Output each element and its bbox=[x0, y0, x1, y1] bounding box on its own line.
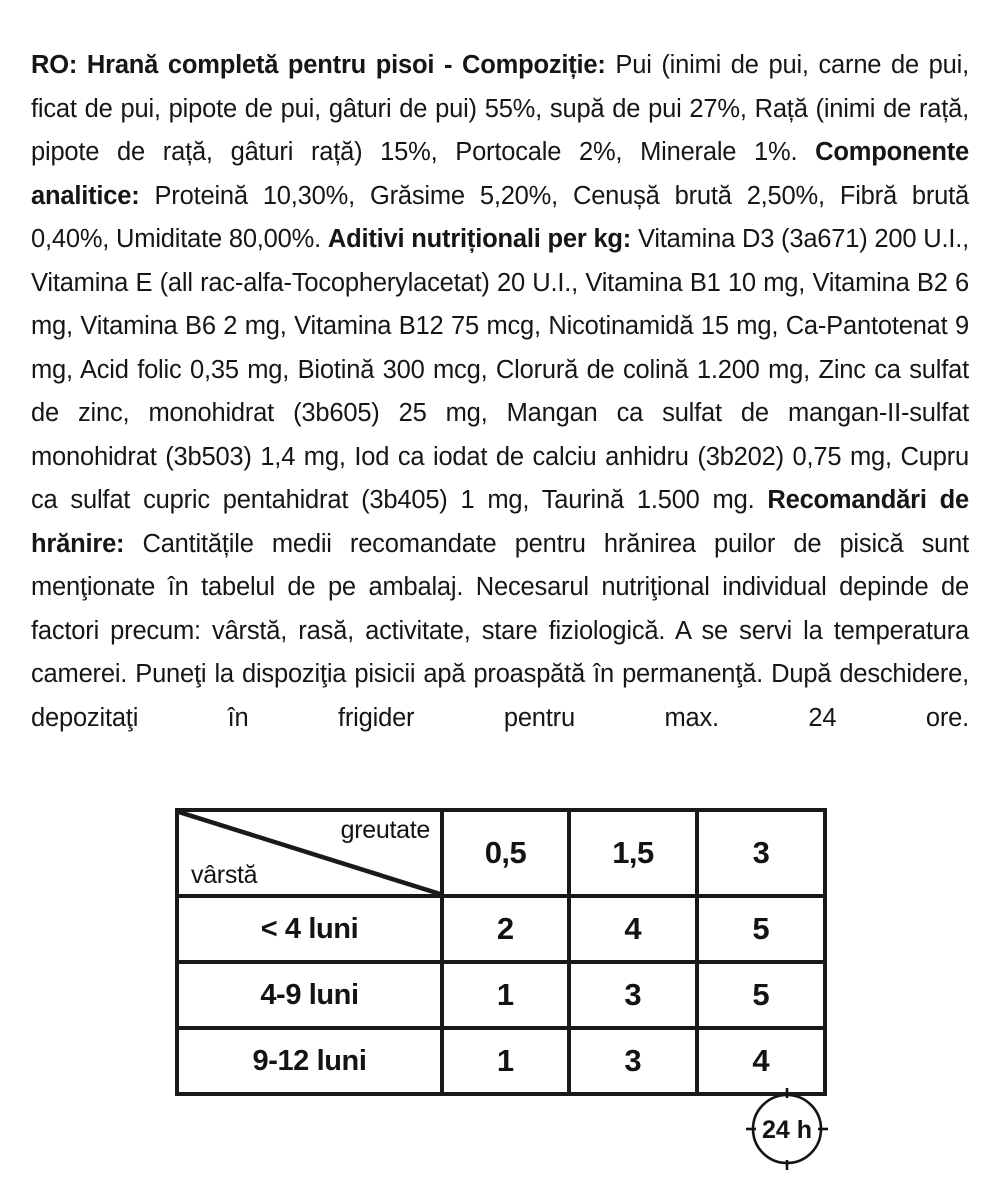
dose-2-0: 1 bbox=[442, 1028, 569, 1094]
dose-1-0: 1 bbox=[442, 962, 569, 1028]
age-range-1: 4-9 luni bbox=[177, 962, 442, 1028]
weight-header-2: 3 bbox=[697, 810, 825, 896]
age-range-2: 9-12 luni bbox=[177, 1028, 442, 1094]
clock-24h-icon bbox=[744, 1086, 830, 1172]
dose-2-1: 3 bbox=[569, 1028, 697, 1094]
analytical-text: Proteină 10,30%, Grăsime 5,20%, Cenușă brută 2,50%, Fibră brută 0,40%, Umiditate 80,00%. bbox=[31, 181, 969, 253]
feeding-heading: Recomandări de hrănire: bbox=[31, 486, 969, 558]
title-separator: - bbox=[434, 51, 462, 79]
table-corner-cell bbox=[177, 810, 442, 896]
nutrition-label-text bbox=[31, 44, 969, 827]
feeding-text: Cantitățile medii recomandate pentru hrănirea puilor de pisică sunt menţionate în tabelul de pe ambalaj. Necesarul nutriţional individual depinde de factori precum: vârstă, rasă, activitate, stare fiziologică. A se servi la temperatura camerei. Puneţi la dispoziţia pisicii apă proaspătă în permanenţă. După deschidere, depozitaţi în frigider pentru max. 24 ore. bbox=[31, 529, 969, 732]
corner-weight-label: greutate bbox=[340, 816, 430, 844]
dose-0-0: 2 bbox=[442, 896, 569, 962]
additives-heading: Aditivi nutriționali per kg: bbox=[327, 225, 632, 253]
clock-24h-graphic bbox=[744, 1086, 830, 1172]
clock-badge-label: 24 h bbox=[761, 1116, 813, 1144]
dose-0-2: 5 bbox=[697, 896, 825, 962]
additives-text: Vitamina D3 (3a671) 200 U.I., Vitamina E (all rac-alfa-Tocopherylacetat) 20 U.I., Vitamina B1 10 mg, Vitamina B2 6 mg, Vitamina B6 2 mg, Vitamina B12 75 mcg, Nicotinamidă 15 mg, Ca-Pantotenat 9 mg, Acid folic 0,35 mg, Biotină 300 mcg, Clorură de colină 1.200 mg, Zinc ca sulfat de zinc, monohidrat (3b605) 25 mg, Mangan ca sulfat de mangan-II-sulfat monohidrat (3b503) 1,4 mg, Iod ca iodat de calciu anhidru (3b202) 0,75 mg, Cupru ca sulfat cupric pentahidrat (3b405) 1 mg, Taurină 1.500 mg. bbox=[31, 225, 969, 514]
table-row bbox=[177, 1028, 825, 1094]
composition-heading: Compoziție: bbox=[462, 51, 606, 79]
product-title: Hrană completă pentru pisoi bbox=[86, 51, 435, 79]
dose-0-1: 4 bbox=[569, 896, 697, 962]
corner-age-label: vârstă bbox=[191, 861, 258, 889]
feeding-table-container bbox=[175, 808, 823, 1096]
dose-1-2: 5 bbox=[697, 962, 825, 1028]
label-paragraph bbox=[31, 44, 969, 784]
table-row bbox=[177, 896, 825, 962]
table-header-row bbox=[177, 810, 825, 896]
composition-text: Pui (inimi de pui, carne de pui, ficat de pui, pipote de pui, gâturi de pui) 55%, supă de pui 27%, Rață (inimi de rață, pipote de rață, gâturi rață) 15%, Portocale 2%, Minerale 1%. bbox=[31, 51, 969, 166]
feeding-table bbox=[175, 808, 827, 1096]
product-title-spacer bbox=[77, 51, 87, 79]
weight-header-1: 1,5 bbox=[569, 810, 697, 896]
dose-1-1: 3 bbox=[569, 962, 697, 1028]
analytical-heading: Componente analitice: bbox=[31, 138, 969, 210]
age-range-0: < 4 luni bbox=[177, 896, 442, 962]
table-row bbox=[177, 962, 825, 1028]
dose-2-2: 4 bbox=[697, 1028, 825, 1094]
language-prefix: RO: bbox=[31, 51, 78, 79]
weight-header-0: 0,5 bbox=[442, 810, 569, 896]
